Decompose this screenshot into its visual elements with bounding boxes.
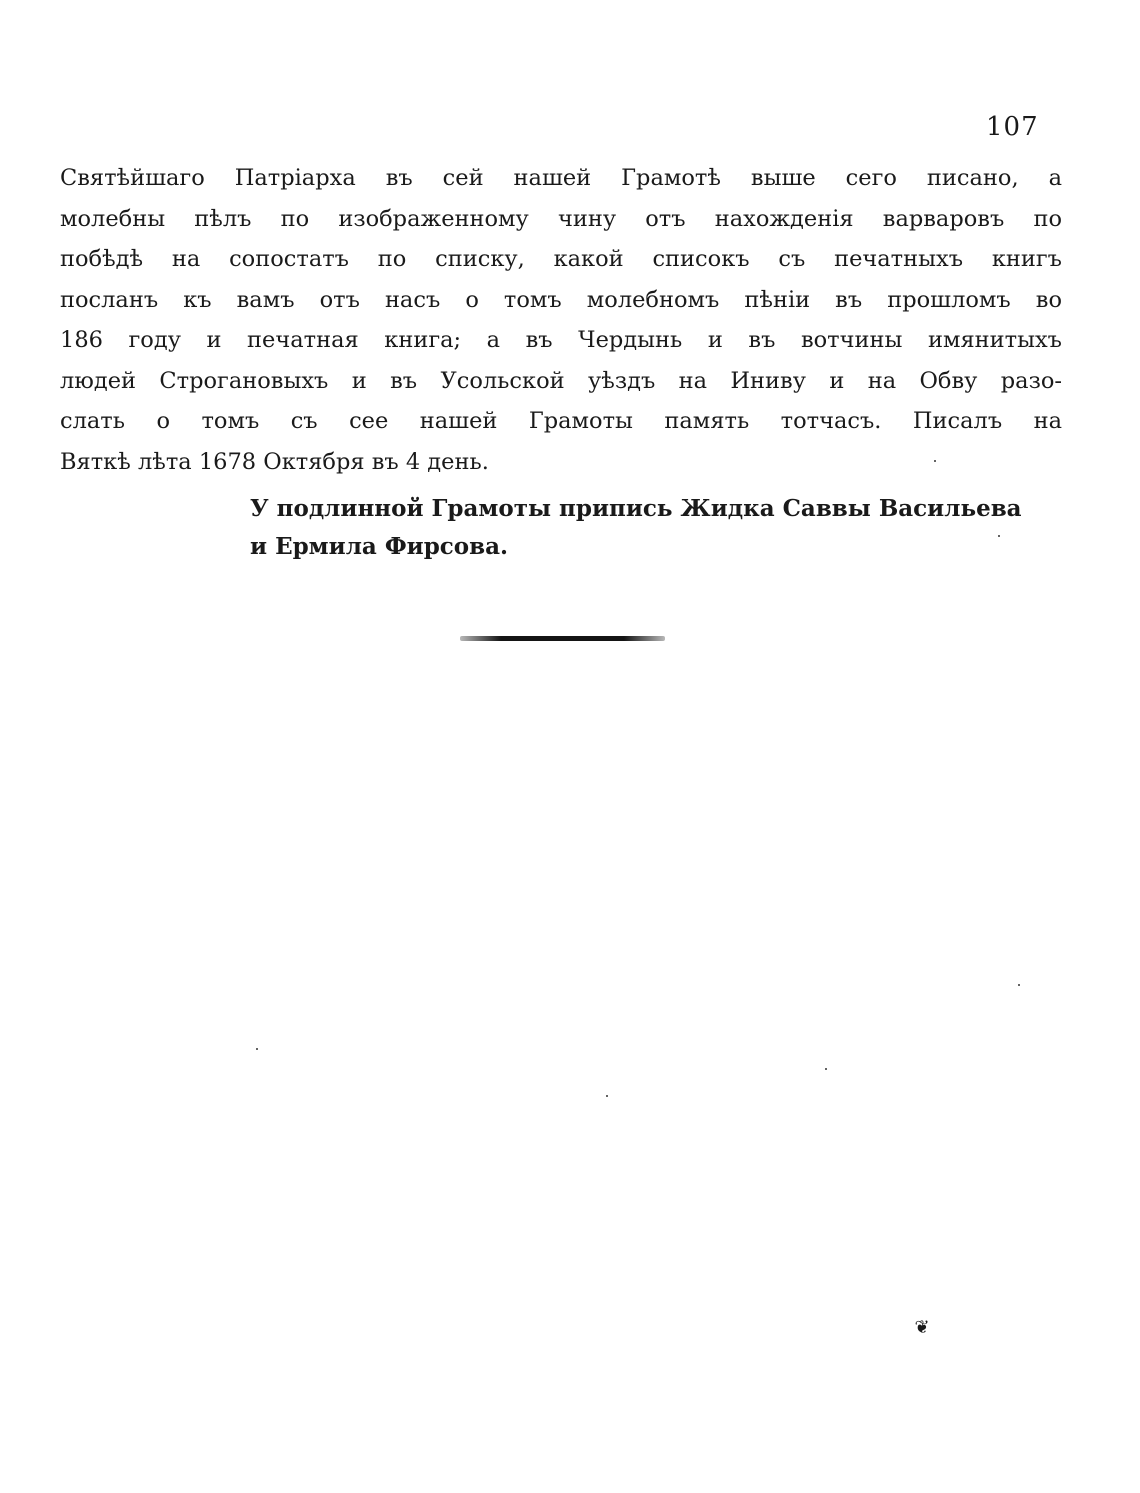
printer-ornament-icon: ❦	[914, 1317, 930, 1338]
body-line: посланъ къ вамъ отъ насъ о томъ молебномъ пѣніи въ прошломъ во	[60, 286, 1062, 313]
body-line: Святѣйшаго Патріарха въ сей нашей Грамотѣ выше сего писано, а	[60, 165, 1062, 191]
scan-speck	[256, 1048, 258, 1050]
body-line: побѣдѣ на сопостатъ по списку, какой списокъ съ печатныхъ книгъ	[60, 246, 1062, 272]
scan-speck	[825, 1068, 827, 1070]
scan-speck	[1018, 984, 1020, 986]
section-divider	[460, 636, 665, 641]
scan-speck	[606, 1095, 608, 1097]
body-line: слать о томъ съ сее нашей Грамоты память тотчасъ. Писалъ на	[60, 408, 1062, 434]
scan-speck	[934, 460, 936, 462]
body-line: молебны пѣлъ по изображенному чину отъ нахожденія варваровъ по	[60, 205, 1062, 232]
body-line: 186 году и печатная книга; а въ Чердынь и въ вотчины имянитыхъ	[60, 327, 1062, 353]
body-line: Вяткѣ лѣта 1678 Октября въ 4 день.	[60, 448, 489, 475]
body-line: людей Строгановыхъ и въ Усольской уѣздъ на Иниву и на Обву разо-	[60, 367, 1062, 394]
scan-speck	[998, 535, 1000, 537]
page-number: 107	[986, 112, 1039, 142]
attestation-line: и Ермила Фирсова.	[250, 533, 509, 560]
attestation-note	[250, 490, 1050, 566]
body-text	[60, 158, 1062, 482]
attestation-line: У подлинной Грамоты припись Жидка Саввы Васильева	[250, 495, 1022, 522]
